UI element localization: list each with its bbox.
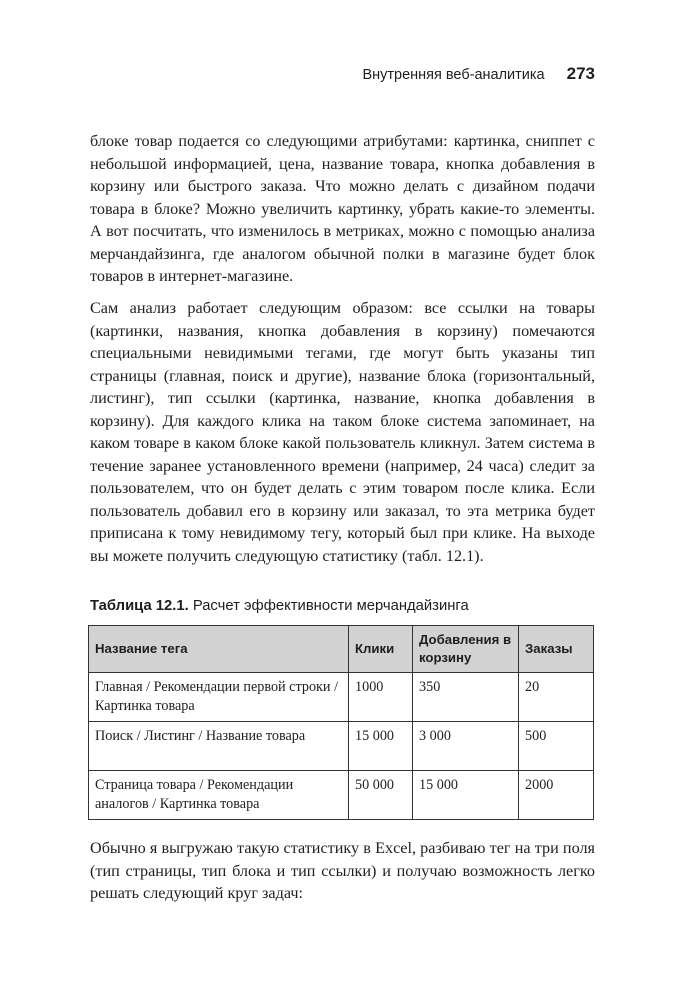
header-tag-name: Название тега [89, 626, 349, 673]
paragraph-1: блоке товар подается со следующими атрибутами: картинка, сниппет с небольшой информацией, цена, название товара, кнопка добавления в корзину или быстрого заказа. Что можно делать с дизайном подачи товара в блоке? Можно увеличить картинку, убрать какие-то элементы. А вот посчитать, что изменилось в метриках, можно с помощью анализа мерчандайзинга, где аналогом обычной полки в магазине будет блок товаров в интернет-магазине. [90, 132, 595, 285]
section-title: Внутренняя веб-аналитика [362, 67, 545, 83]
table-caption-label: Таблица 12.1. [90, 598, 189, 614]
cell-add-to-cart: 15 000 [413, 771, 519, 820]
cell-orders: 20 [519, 673, 594, 722]
cell-tag-name: Страница товара / Рекомендации аналогов / Картинка товара [89, 771, 349, 820]
cell-tag-name: Главная / Рекомендации первой строки / Картинка товара [89, 673, 349, 722]
page-number: 273 [566, 64, 595, 83]
cell-clicks: 1000 [349, 673, 413, 722]
header-orders: Заказы [519, 626, 594, 673]
cell-tag-name: Поиск / Листинг / Название товара [89, 722, 349, 771]
table-row [89, 771, 594, 820]
cell-orders: 2000 [519, 771, 594, 820]
table-header-row [89, 626, 594, 673]
cell-add-to-cart: 3 000 [413, 722, 519, 771]
merchandising-table [88, 625, 594, 820]
table-row [89, 722, 594, 771]
paragraph-2: Сам анализ работает следующим образом: все ссылки на товары (картинки, названия, кнопка добавления в корзину) помечаются специальными невидимыми тегами, где могут быть указаны тип страницы (главная, поиск и другие), название блока (горизонтальный, листинг), тип ссылки (картинка, название, кнопка добавления в корзину). Для каждого клика на таком блоке система запоминает, на каком товаре в каком блоке какой пользователь кликнул. Затем система в течение заранее установленного времени (например, 24 часа) следит за пользователем, что он будет делать с этим товаром после клика. Если пользователь добавил его в корзину или заказал, то эта метрика будет приписана к тому невидимому тегу, который был при клике. На выходе вы можете получить следующую статистику (табл. 12.1). [90, 299, 595, 565]
header-clicks: Клики [349, 626, 413, 673]
table-caption-text: Расчет эффективности мерчандайзинга [192, 598, 469, 614]
cell-orders: 500 [519, 722, 594, 771]
header-add-to-cart: Добавления в корзину [413, 626, 519, 673]
cell-add-to-cart: 350 [413, 673, 519, 722]
table-caption [90, 598, 469, 614]
cell-clicks: 15 000 [349, 722, 413, 771]
running-head [90, 64, 595, 84]
table-row [89, 673, 594, 722]
cell-clicks: 50 000 [349, 771, 413, 820]
paragraph-3: Обычно я выгружаю такую статистику в Excel, разбиваю тег на три поля (тип страницы, тип блока и тип ссылки) и получаю возможность легко решать следующий круг задач: [90, 839, 595, 902]
